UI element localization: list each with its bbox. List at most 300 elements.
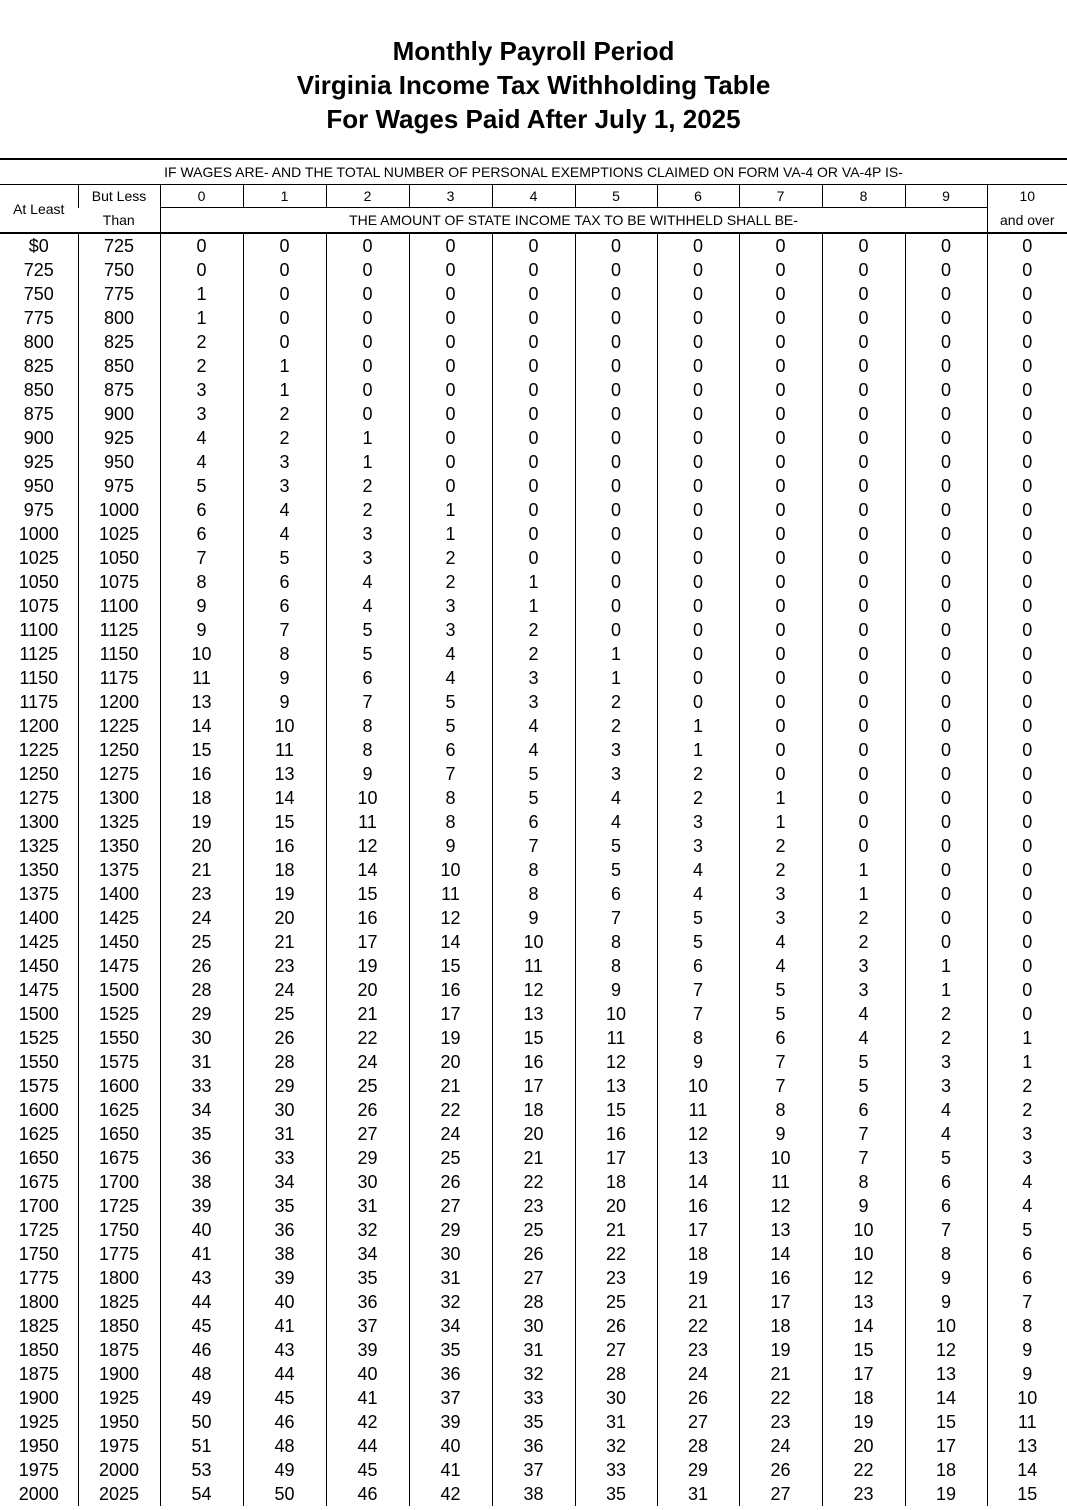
at-least-cell: 1950: [18, 1436, 59, 1456]
tax-amount-cell: 6: [409, 738, 492, 762]
tax-amount-cell: 0: [657, 570, 739, 594]
tax-amount-cell: 19: [243, 882, 326, 906]
at-least-cell: 850: [23, 380, 54, 400]
tax-amount-cell: 2: [822, 906, 905, 930]
tax-amount-cell: 40: [326, 1362, 409, 1386]
tax-amount-cell: 0: [987, 882, 1067, 906]
tax-amount-cell: 25: [492, 1218, 575, 1242]
but-less-cell: 1725: [78, 1194, 160, 1218]
tax-amount-cell: 24: [243, 978, 326, 1002]
tax-amount-cell: 8: [160, 570, 243, 594]
tax-amount-cell: 0: [822, 834, 905, 858]
at-least-cell: 1850: [18, 1340, 59, 1360]
tax-amount-cell: 0: [987, 714, 1067, 738]
tax-amount-cell: 21: [409, 1074, 492, 1098]
tax-amount-cell: 35: [575, 1482, 657, 1506]
but-less-cell: 1125: [78, 618, 160, 642]
tax-amount-cell: 29: [326, 1146, 409, 1170]
tax-amount-cell: 13: [492, 1002, 575, 1026]
tax-amount-cell: 0: [905, 402, 987, 426]
than-header: Than: [78, 208, 160, 234]
tax-amount-cell: 2: [492, 642, 575, 666]
tax-amount-cell: 0: [575, 426, 657, 450]
tax-amount-cell: 13: [739, 1218, 822, 1242]
tax-amount-cell: 10: [987, 1386, 1067, 1410]
table-row: [0, 1410, 1067, 1434]
tax-amount-cell: 10: [657, 1074, 739, 1098]
but-less-cell: 1550: [78, 1026, 160, 1050]
tax-amount-cell: 7: [575, 906, 657, 930]
tax-amount-cell: 18: [492, 1098, 575, 1122]
but-less-cell: 1000: [78, 498, 160, 522]
tax-amount-cell: 39: [326, 1338, 409, 1362]
tax-amount-cell: 42: [409, 1482, 492, 1506]
tax-amount-cell: 5: [409, 690, 492, 714]
tax-amount-cell: 54: [160, 1482, 243, 1506]
tax-amount-cell: 2: [657, 762, 739, 786]
tax-amount-cell: 0: [739, 450, 822, 474]
tax-amount-cell: 0: [409, 282, 492, 306]
tax-amount-cell: 11: [326, 810, 409, 834]
tax-amount-cell: 0: [987, 402, 1067, 426]
tax-amount-cell: 3: [492, 690, 575, 714]
table-row: [0, 762, 1067, 786]
tax-amount-cell: 0: [987, 594, 1067, 618]
tax-amount-cell: 0: [657, 450, 739, 474]
tax-amount-cell: 2: [326, 498, 409, 522]
at-least-cell: 1250: [18, 764, 59, 784]
at-least-cell: 1200: [18, 716, 59, 736]
tax-amount-cell: 26: [739, 1458, 822, 1482]
at-least-cell: 1650: [18, 1148, 59, 1168]
tax-amount-cell: 25: [243, 1002, 326, 1026]
tax-amount-cell: 11: [575, 1026, 657, 1050]
table-row: [0, 1050, 1067, 1074]
table-row: [0, 810, 1067, 834]
but-less-cell: 1225: [78, 714, 160, 738]
tax-amount-cell: 0: [987, 330, 1067, 354]
table-row: [0, 1098, 1067, 1122]
tax-amount-cell: 0: [905, 546, 987, 570]
tax-amount-cell: 18: [657, 1242, 739, 1266]
title-line-2: Virginia Income Tax Withholding Table: [296, 70, 771, 100]
tax-amount-cell: 1: [739, 810, 822, 834]
tax-amount-cell: 26: [160, 954, 243, 978]
tax-amount-cell: 0: [326, 282, 409, 306]
tax-amount-cell: 23: [492, 1194, 575, 1218]
tax-amount-cell: 0: [657, 498, 739, 522]
tax-amount-cell: 18: [243, 858, 326, 882]
tax-amount-cell: 27: [409, 1194, 492, 1218]
table-row: [0, 546, 1067, 570]
at-least-cell: 775: [23, 308, 54, 328]
tax-amount-cell: 0: [822, 618, 905, 642]
tax-amount-cell: 20: [160, 834, 243, 858]
tax-amount-cell: 12: [905, 1338, 987, 1362]
tax-amount-cell: 7: [657, 978, 739, 1002]
tax-amount-cell: 10: [822, 1218, 905, 1242]
tax-amount-cell: 20: [409, 1050, 492, 1074]
tax-amount-cell: 15: [905, 1410, 987, 1434]
tax-amount-cell: 24: [160, 906, 243, 930]
tax-amount-cell: 5: [822, 1050, 905, 1074]
tax-amount-cell: 1: [987, 1050, 1067, 1074]
tax-amount-cell: 0: [822, 450, 905, 474]
tax-amount-cell: 0: [492, 233, 575, 258]
at-least-cell: 1275: [18, 788, 59, 808]
table-row: [0, 714, 1067, 738]
tax-amount-cell: 16: [739, 1266, 822, 1290]
tax-amount-cell: 0: [987, 282, 1067, 306]
tax-amount-cell: 0: [657, 233, 739, 258]
tax-amount-cell: 22: [326, 1026, 409, 1050]
tax-amount-cell: 9: [160, 618, 243, 642]
table-row: [0, 882, 1067, 906]
tax-amount-cell: 17: [822, 1362, 905, 1386]
table-row: [0, 1458, 1067, 1482]
table-row: [0, 1170, 1067, 1194]
tax-amount-cell: 0: [822, 666, 905, 690]
tax-amount-cell: 14: [243, 786, 326, 810]
tax-amount-cell: 0: [492, 378, 575, 402]
tax-amount-cell: 0: [739, 498, 822, 522]
tax-amount-cell: 9: [822, 1194, 905, 1218]
tax-amount-cell: 7: [905, 1218, 987, 1242]
tax-amount-cell: 13: [160, 690, 243, 714]
tax-amount-cell: 9: [987, 1338, 1067, 1362]
tax-amount-cell: 0: [905, 906, 987, 930]
tax-amount-cell: 9: [905, 1290, 987, 1314]
tax-amount-cell: 51: [160, 1434, 243, 1458]
tax-amount-cell: 29: [243, 1074, 326, 1098]
but-less-cell: 1875: [78, 1338, 160, 1362]
tax-amount-cell: 0: [657, 258, 739, 282]
exemption-header-6: 6: [657, 185, 739, 208]
table-row: [0, 786, 1067, 810]
tax-amount-cell: 3: [657, 810, 739, 834]
tax-amount-cell: 43: [160, 1266, 243, 1290]
tax-amount-cell: 1: [739, 786, 822, 810]
tax-amount-cell: 22: [657, 1314, 739, 1338]
but-less-cell: 1175: [78, 666, 160, 690]
tax-amount-cell: 27: [739, 1482, 822, 1506]
at-least-cell: 1400: [18, 908, 59, 928]
tax-amount-cell: 9: [326, 762, 409, 786]
tax-amount-cell: 0: [822, 426, 905, 450]
table-row: [0, 1482, 1067, 1506]
tax-amount-cell: 5: [905, 1146, 987, 1170]
tax-amount-cell: 4: [243, 498, 326, 522]
tax-amount-cell: 0: [739, 714, 822, 738]
tax-amount-cell: 10: [160, 642, 243, 666]
tax-amount-cell: 7: [243, 618, 326, 642]
tax-amount-cell: 0: [822, 522, 905, 546]
tax-amount-cell: 15: [987, 1482, 1067, 1506]
tax-amount-cell: 0: [822, 570, 905, 594]
tax-amount-cell: 0: [905, 858, 987, 882]
tax-amount-cell: 0: [657, 402, 739, 426]
at-least-header: At Least: [0, 185, 78, 234]
tax-amount-cell: 0: [492, 258, 575, 282]
tax-amount-cell: 3: [822, 954, 905, 978]
tax-amount-cell: 0: [492, 354, 575, 378]
table-row: [0, 402, 1067, 426]
tax-amount-cell: 9: [905, 1266, 987, 1290]
tax-amount-cell: 0: [326, 402, 409, 426]
tax-amount-cell: 0: [575, 402, 657, 426]
tax-amount-cell: 0: [822, 738, 905, 762]
tax-amount-cell: 1: [160, 282, 243, 306]
but-less-cell: 1925: [78, 1386, 160, 1410]
tax-amount-cell: 8: [905, 1242, 987, 1266]
tax-amount-cell: 11: [409, 882, 492, 906]
tax-amount-cell: 12: [409, 906, 492, 930]
tax-amount-cell: 30: [409, 1242, 492, 1266]
tax-amount-cell: 3: [492, 666, 575, 690]
tax-amount-cell: 2: [987, 1074, 1067, 1098]
tax-amount-cell: 5: [492, 786, 575, 810]
tax-amount-cell: 8: [822, 1170, 905, 1194]
tax-amount-cell: 0: [905, 930, 987, 954]
tax-amount-cell: 0: [409, 474, 492, 498]
document-title: [0, 34, 1067, 136]
table-row: [0, 978, 1067, 1002]
tax-amount-cell: 41: [326, 1386, 409, 1410]
tax-amount-cell: 7: [822, 1146, 905, 1170]
tax-amount-cell: 5: [739, 1002, 822, 1026]
but-less-cell: 1825: [78, 1290, 160, 1314]
tax-amount-cell: 2: [657, 786, 739, 810]
but-less-cell: 1250: [78, 738, 160, 762]
tax-amount-cell: 0: [739, 402, 822, 426]
tax-amount-cell: 0: [987, 906, 1067, 930]
tax-amount-cell: 6: [243, 570, 326, 594]
tax-amount-cell: 1: [905, 978, 987, 1002]
at-least-cell: 975: [23, 500, 54, 520]
tax-amount-cell: 13: [243, 762, 326, 786]
tax-amount-cell: 24: [409, 1122, 492, 1146]
tax-amount-cell: 0: [575, 378, 657, 402]
tax-amount-cell: 0: [905, 786, 987, 810]
at-least-cell: 2000: [18, 1484, 59, 1504]
exemption-header-1: 1: [243, 185, 326, 208]
tax-amount-cell: 2: [492, 618, 575, 642]
tax-amount-cell: 18: [160, 786, 243, 810]
tax-amount-cell: 40: [409, 1434, 492, 1458]
at-least-cell: 1075: [18, 596, 59, 616]
tax-amount-cell: 0: [409, 306, 492, 330]
tax-amount-cell: 30: [160, 1026, 243, 1050]
but-less-cell: 1650: [78, 1122, 160, 1146]
tax-amount-cell: 12: [822, 1266, 905, 1290]
tax-amount-cell: 9: [575, 978, 657, 1002]
but-less-cell: 1275: [78, 762, 160, 786]
tax-amount-cell: 8: [243, 642, 326, 666]
tax-amount-cell: 35: [160, 1122, 243, 1146]
tax-amount-cell: 18: [575, 1170, 657, 1194]
tax-amount-cell: 39: [160, 1194, 243, 1218]
tax-amount-cell: 0: [987, 666, 1067, 690]
tax-amount-cell: 32: [575, 1434, 657, 1458]
but-less-cell: 725: [78, 233, 160, 258]
tax-amount-cell: 16: [160, 762, 243, 786]
tax-amount-cell: 0: [492, 546, 575, 570]
tax-amount-cell: 0: [739, 642, 822, 666]
tax-amount-cell: 0: [987, 618, 1067, 642]
tax-amount-cell: 17: [905, 1434, 987, 1458]
tax-amount-cell: 5: [822, 1074, 905, 1098]
tax-amount-cell: 9: [160, 594, 243, 618]
at-least-cell: 1175: [19, 692, 59, 712]
at-least-cell: 1875: [18, 1364, 59, 1384]
tax-amount-cell: 0: [739, 618, 822, 642]
tax-amount-cell: 1: [822, 858, 905, 882]
tax-amount-cell: 21: [326, 1002, 409, 1026]
tax-amount-cell: 3: [243, 450, 326, 474]
at-least-cell: 1725: [18, 1220, 59, 1240]
tax-amount-cell: 2: [243, 426, 326, 450]
tax-amount-cell: 15: [492, 1026, 575, 1050]
tax-amount-cell: 0: [905, 282, 987, 306]
tax-amount-cell: 8: [492, 858, 575, 882]
tax-amount-cell: 6: [987, 1266, 1067, 1290]
tax-amount-cell: 0: [822, 786, 905, 810]
but-less-cell: 1950: [78, 1410, 160, 1434]
but-less-cell: 1400: [78, 882, 160, 906]
tax-amount-cell: 0: [575, 474, 657, 498]
tax-amount-cell: 14: [409, 930, 492, 954]
tax-amount-cell: 0: [409, 402, 492, 426]
tax-amount-cell: 0: [492, 330, 575, 354]
tax-amount-cell: 28: [160, 978, 243, 1002]
tax-amount-cell: 36: [409, 1362, 492, 1386]
tax-amount-cell: 5: [575, 858, 657, 882]
tax-amount-cell: 48: [160, 1362, 243, 1386]
tax-amount-cell: 3: [905, 1050, 987, 1074]
but-less-cell: 1375: [78, 858, 160, 882]
tax-amount-cell: 0: [822, 378, 905, 402]
table-row: [0, 906, 1067, 930]
tax-amount-cell: 0: [987, 930, 1067, 954]
tax-amount-cell: 3: [905, 1074, 987, 1098]
tax-amount-cell: 3: [160, 402, 243, 426]
table-row: [0, 1026, 1067, 1050]
tax-amount-cell: 0: [822, 546, 905, 570]
tax-amount-cell: 19: [657, 1266, 739, 1290]
tax-amount-cell: 12: [575, 1050, 657, 1074]
tax-amount-cell: 44: [160, 1290, 243, 1314]
at-least-cell: $0: [28, 236, 49, 256]
tax-amount-cell: 30: [243, 1098, 326, 1122]
at-least-cell: 1825: [18, 1316, 59, 1336]
exemption-header-7: 7: [739, 185, 822, 208]
tax-amount-cell: 0: [905, 642, 987, 666]
tax-amount-cell: 0: [657, 474, 739, 498]
tax-amount-cell: 1: [243, 378, 326, 402]
at-least-cell: 1000: [18, 524, 59, 544]
tax-amount-cell: 43: [243, 1338, 326, 1362]
tax-amount-cell: 3: [326, 522, 409, 546]
but-less-cell: 2000: [78, 1458, 160, 1482]
tax-amount-cell: 2: [326, 474, 409, 498]
tax-amount-cell: 17: [492, 1074, 575, 1098]
tax-amount-cell: 0: [575, 330, 657, 354]
tax-amount-cell: 3: [657, 834, 739, 858]
table-row: [0, 1002, 1067, 1026]
tax-amount-cell: 21: [243, 930, 326, 954]
tax-amount-cell: 24: [657, 1362, 739, 1386]
at-least-cell: 1300: [18, 812, 59, 832]
tax-amount-cell: 0: [905, 594, 987, 618]
tax-amount-cell: 0: [987, 954, 1067, 978]
tax-amount-cell: 0: [409, 354, 492, 378]
tax-amount-cell: 31: [657, 1482, 739, 1506]
at-least-cell: 1750: [18, 1244, 59, 1264]
tax-amount-cell: 4: [739, 930, 822, 954]
tax-amount-cell: 0: [905, 762, 987, 786]
tax-amount-cell: 19: [739, 1338, 822, 1362]
tax-amount-cell: 0: [657, 546, 739, 570]
tax-amount-cell: 3: [243, 474, 326, 498]
tax-amount-cell: 17: [409, 1002, 492, 1026]
table-row: [0, 618, 1067, 642]
at-least-cell: 1550: [18, 1052, 59, 1072]
tax-amount-cell: 0: [822, 642, 905, 666]
tax-amount-cell: 0: [987, 1002, 1067, 1026]
tax-amount-cell: 0: [739, 546, 822, 570]
tax-amount-cell: 16: [492, 1050, 575, 1074]
table-row: [0, 858, 1067, 882]
tax-amount-cell: 15: [243, 810, 326, 834]
wages-header-line: IF WAGES ARE- AND THE TOTAL NUMBER OF PERSONAL EXEMPTIONS CLAIMED ON FORM VA-4 OR VA-4P IS-: [0, 159, 1067, 185]
at-least-cell: 1600: [18, 1100, 59, 1120]
tax-amount-cell: 0: [822, 762, 905, 786]
tax-amount-cell: 0: [657, 378, 739, 402]
tax-amount-cell: 4: [409, 666, 492, 690]
tax-amount-cell: 0: [987, 834, 1067, 858]
tax-amount-cell: 16: [243, 834, 326, 858]
but-less-cell: 950: [78, 450, 160, 474]
but-less-cell: 875: [78, 378, 160, 402]
tax-amount-cell: 0: [987, 762, 1067, 786]
tax-amount-cell: 11: [492, 954, 575, 978]
but-less-cell: 1450: [78, 930, 160, 954]
but-less-cell: 1775: [78, 1242, 160, 1266]
at-least-cell: 1350: [18, 860, 59, 880]
tax-amount-cell: 6: [575, 882, 657, 906]
tax-amount-cell: 4: [657, 858, 739, 882]
tax-amount-cell: 35: [409, 1338, 492, 1362]
tax-amount-cell: 0: [739, 690, 822, 714]
tax-amount-cell: 0: [739, 522, 822, 546]
tax-amount-cell: 37: [492, 1458, 575, 1482]
tax-amount-cell: 45: [160, 1314, 243, 1338]
tax-amount-cell: 0: [657, 282, 739, 306]
tax-amount-cell: 0: [575, 233, 657, 258]
tax-amount-cell: 8: [409, 810, 492, 834]
tax-amount-cell: 14: [905, 1386, 987, 1410]
at-least-cell: 1625: [18, 1124, 59, 1144]
table-row: [0, 690, 1067, 714]
tax-amount-cell: 1: [326, 426, 409, 450]
tax-amount-cell: 21: [739, 1362, 822, 1386]
tax-amount-cell: 6: [326, 666, 409, 690]
tax-amount-cell: 12: [492, 978, 575, 1002]
tax-amount-cell: 9: [243, 666, 326, 690]
tax-amount-cell: 30: [575, 1386, 657, 1410]
tax-amount-cell: 8: [409, 786, 492, 810]
tax-amount-cell: 11: [657, 1098, 739, 1122]
